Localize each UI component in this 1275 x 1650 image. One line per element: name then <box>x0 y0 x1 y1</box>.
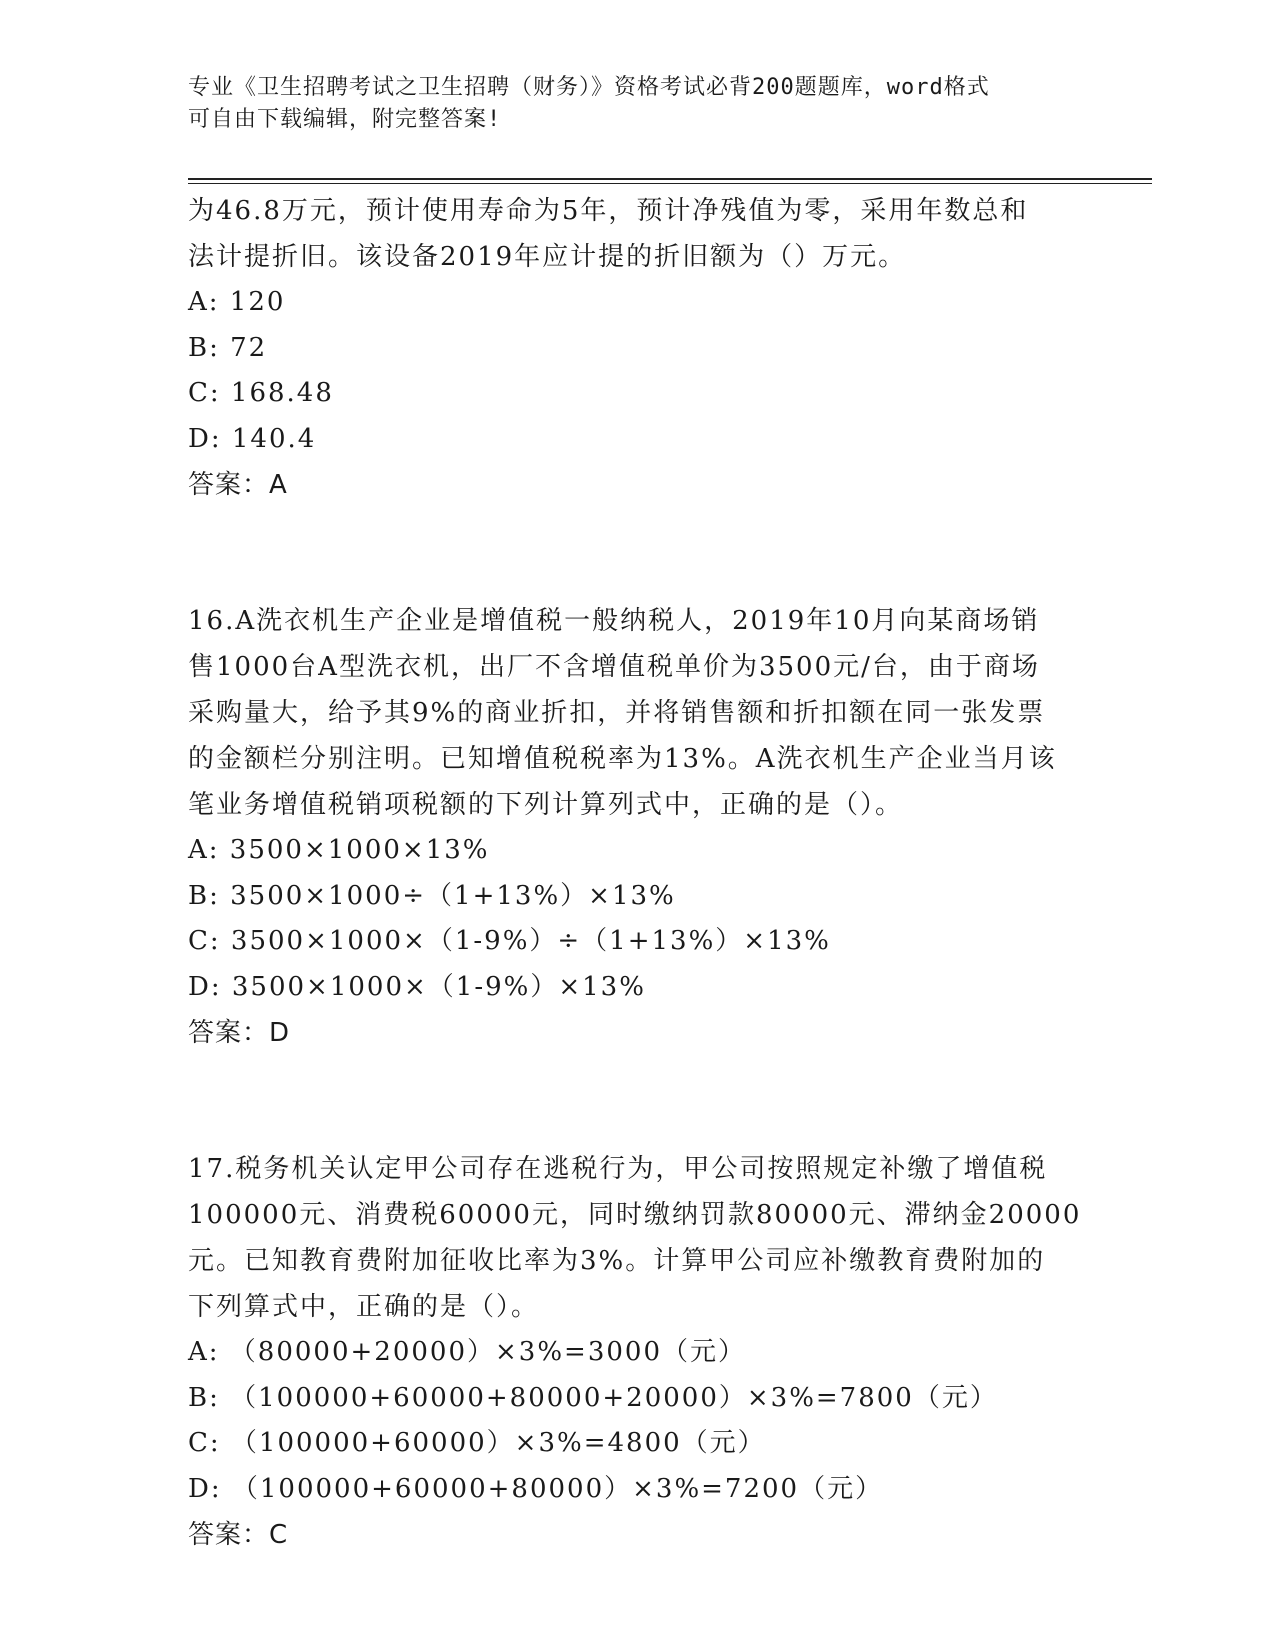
option-a: A: （80000+20000）×3%=3000（元） <box>188 1337 746 1367</box>
question-17 <box>188 1146 1088 1558</box>
option-a: A: 3500×1000×13% <box>188 835 490 865</box>
option-d: D: 3500×1000×（1-9%）×13% <box>188 971 646 1002</box>
header-title-line2: 可自由下载编辑，附完整答案! <box>188 107 502 132</box>
answer-line: 答案：C <box>188 1520 289 1550</box>
option-c: C: 3500×1000×（1-9%）÷（1+13%）×13% <box>188 926 831 956</box>
header-divider-thick <box>188 178 1152 180</box>
question-text-line: 下列算式中，正确的是（）。 <box>188 1292 540 1322</box>
document-header <box>188 72 1068 136</box>
option-c: C: 168.48 <box>188 378 334 408</box>
question-15 <box>188 188 1088 508</box>
question-text-line: 元。已知教育费附加征收比率为3%。计算甲公司应补缴教育费附加的 <box>188 1246 1046 1276</box>
question-text-line: 采购量大，给予其9%的商业折扣，并将销售额和折扣额在同一张发票 <box>188 698 1046 728</box>
question-text-line: 售1000台A型洗衣机，出厂不含增值税单价为3500元/台，由于商场 <box>188 652 1040 682</box>
question-16 <box>188 598 1088 1056</box>
header-divider-thin <box>188 183 1152 184</box>
answer-line: 答案：D <box>188 1018 291 1048</box>
question-text-line: 16.A洗衣机生产企业是增值税一般纳税人，2019年10月向某商场销 <box>188 606 1040 636</box>
option-b: B: （100000+60000+80000+20000）×3%=7800（元） <box>188 1382 998 1413</box>
answer-line: 答案：A <box>188 470 288 500</box>
question-text-line: 的金额栏分别注明。已知增值税税率为13%。A洗衣机生产企业当月该 <box>188 744 1057 774</box>
option-b: B: 72 <box>188 332 268 363</box>
document-body <box>188 188 1088 1558</box>
question-text-line: 法计提折旧。该设备2019年应计提的折旧额为（）万元。 <box>188 242 907 272</box>
option-c: C: （100000+60000）×3%=4800（元） <box>188 1428 766 1458</box>
option-d: D: 140.4 <box>188 423 317 454</box>
question-text-line: 17.税务机关认定甲公司存在逃税行为，甲公司按照规定补缴了增值税 <box>188 1154 1048 1184</box>
option-a: A: 120 <box>188 287 286 317</box>
option-b: B: 3500×1000÷（1+13%）×13% <box>188 880 676 911</box>
header-title-line1: 专业《卫生招聘考试之卫生招聘（财务）》资格考试必背200题题库，word格式 <box>188 75 990 100</box>
question-text-line: 笔业务增值税销项税额的下列计算列式中，正确的是（）。 <box>188 790 904 820</box>
option-d: D: （100000+60000+80000）×3%=7200（元） <box>188 1473 884 1504</box>
question-text-line: 100000元、消费税60000元，同时缴纳罚款80000元、滞纳金20000 <box>188 1200 1082 1230</box>
question-text-line: 为46.8万元，预计使用寿命为5年，预计净残值为零，采用年数总和 <box>188 196 1029 226</box>
